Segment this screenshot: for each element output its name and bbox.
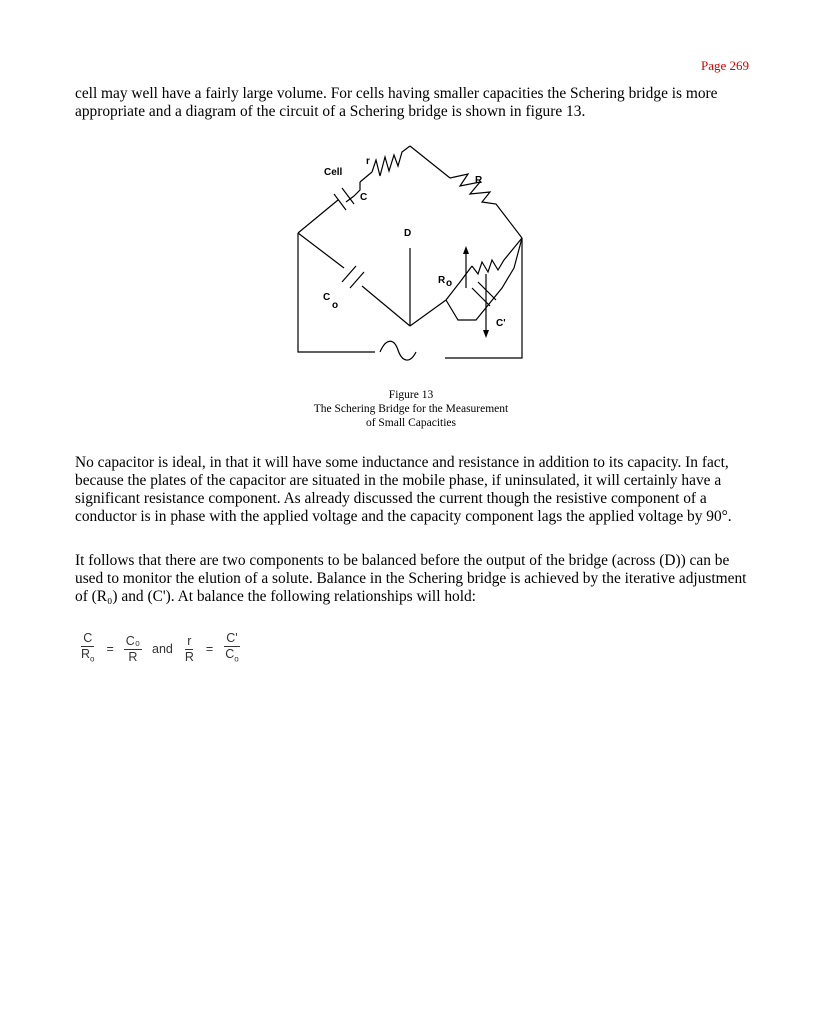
label-r: r [366, 156, 370, 167]
caption-line-2: The Schering Bridge for the Measurement [313, 403, 509, 415]
fraction-denominator: R [184, 649, 194, 664]
fraction-numerator: C' [226, 631, 238, 646]
schering-bridge-diagram [290, 138, 535, 370]
resistor-r [372, 146, 410, 176]
label-r0: R [438, 275, 446, 286]
and-word: and [152, 642, 173, 656]
label-c: C [360, 192, 368, 203]
fraction-numerator: C₀ [125, 633, 141, 648]
balance-equation [75, 624, 245, 674]
ac-source-icon [380, 341, 416, 360]
paragraph-balance: It follows that there are two components to be balanced before the output of the bridge (across (D)) can be used to monitor the elution of a solute. Balance in the Schering bridge is achieved by the iterative adjustment of (R₀) and (C'). At balance the following relationships will hold: [75, 552, 747, 605]
label-cell: Cell [324, 167, 343, 178]
capacitor-c0-plate-2 [350, 272, 364, 288]
fraction-c0-over-r [124, 634, 142, 665]
caption-line-3: of Small Capacities [365, 417, 457, 429]
fraction-c-over-r0 [79, 631, 96, 667]
upper-left-wire [298, 200, 338, 233]
label-r0-sub: o [446, 278, 453, 289]
resistor-R0 [472, 238, 522, 274]
left-wire [298, 233, 375, 352]
equals-sign: = [205, 642, 214, 656]
label-c0-sub: o [332, 300, 339, 311]
lower-left-wire [298, 233, 344, 268]
fraction-r-over-big-r [183, 634, 196, 665]
paragraph-capacitor: No capacitor is ideal, in that it will have some inductance and resistance in addition to its capacity. In fact, because the plates of the capacitor are situated in the mobile phase, if uninsulated, it will certainly have a significant resistance component. As already discussed the current though the resistive component of a conductor is in phase with the applied voltage and the capacity component lags the applied voltage by 90°. [75, 454, 732, 525]
fraction-c-prime-over-c0 [223, 631, 240, 667]
label-d: D [404, 228, 412, 239]
upper-right-wire [410, 146, 450, 178]
fraction-denominator: $R_o$ [81, 647, 95, 664]
label-c-prime: C' [496, 318, 506, 329]
upper-left-wire-2 [360, 172, 372, 182]
figure-caption [270, 388, 552, 430]
capacitor-c0-plate-1 [342, 266, 356, 282]
fraction-denominator: $C_o$ [225, 647, 239, 664]
resistor-R [450, 174, 522, 238]
caption-line-1: Figure 13 [388, 389, 434, 401]
page-number: Page 269 [700, 58, 749, 73]
lower-right-wire [410, 300, 446, 326]
c-prime-parallel [446, 238, 522, 320]
paragraph-intro: cell may well have a fairly large volume. For cells having smaller capacities the Schering bridge is more appropriate and a diagram of the circuit of a Schering bridge is shown in figure 13. [75, 85, 718, 120]
equals-sign: = [106, 642, 114, 656]
label-c0: C [323, 292, 331, 303]
fraction-denominator: R [128, 649, 138, 664]
right-wire [445, 238, 522, 358]
fraction-numerator: C [83, 631, 93, 646]
capacitor-cell-plate-2 [342, 188, 354, 204]
label-big-r: R [475, 175, 483, 186]
fraction-numerator: r [187, 633, 192, 648]
